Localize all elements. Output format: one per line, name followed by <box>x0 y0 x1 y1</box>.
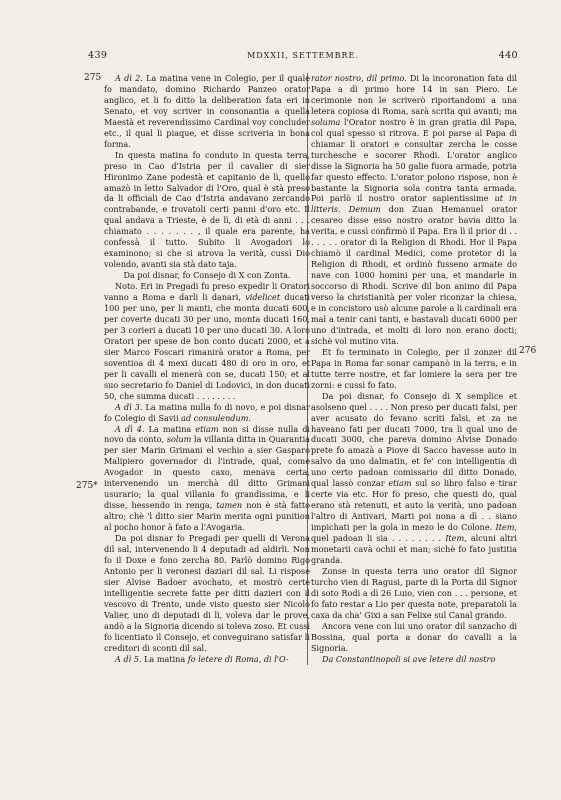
running-header <box>88 50 518 64</box>
italic-text: tamen <box>216 500 243 511</box>
margin-number-275-star: 275* <box>76 481 98 491</box>
paragraph <box>104 281 310 401</box>
paragraph-text: la villania ditta in Quarantia per sier Marin Grimani el vechio a sier Gasparo Malipiero governador di l'intrade, qual, come Avogador in questo caxo, menava certa, intervenendo un merchà dil ditto Grimani usurario; la qual villania fo grandissima, e li disse, hessendo in renga, <box>104 434 311 511</box>
date-lead: A dì 4. <box>115 423 145 434</box>
paragraph: Da poi disnar fo Pregadi per quelli di Verona dil sal, intervenendo li 4 deputadi ad aldirli. Non fo il Doxe e fono zercha 80. Parlò domino Rigo Antonio per li veronesi daziari dil sal. Li rispose sier Alvise Badoer avochato, et mostrò certe intelligentie secrete fatte per ditti dazieri con il vescovo di Trento, unde visto questo sier Nicolò Valier, uno di deputadi di lì, voleva dar le prove, andò a la Signoria dicendo si toleva zoso. Et cussì fo licentiato il Consejo, et conveguirano satisfar li creditori di sconti dil sal. <box>104 533 310 653</box>
paragraph: Et fo terminato in Colegio, per il zonzer dil Papa in Roma far sonar campanò in la terra, e in tutte terre nostre, et far lomiere la sera per tre zorni: e cussì fo fato. <box>311 346 517 390</box>
paragraph-text: La matina nulla fo di novo, e poi disnar fo Colegio di Savii <box>104 401 310 423</box>
italic-text: Item, <box>495 522 517 533</box>
paragraph: Da poi disnar, fo Consejo di X con Zonta. <box>123 270 291 281</box>
paragraph: Zonse in questa terra uno orator dil Signor turcho vien di Ragusi, parte di la Porta dil Signor di soto Rodi a dì 26 Luio, vien con . . . persone, et fo fato restar a Lio per questa note, preparatoli la caxa da cha' Gixi a san Felixe sul Canal grando. <box>311 565 517 620</box>
italic-text: Item, <box>445 533 467 544</box>
paragraph-text: quel padoan li sia . . . . . . . . <box>311 533 442 544</box>
italic-text: videlicet <box>245 292 281 303</box>
paragraph: In questa matina fo conduto in questa terra, preso in Cao d'Istria per il cavalier di sier Hironimo Zane podestà et capitanio de lì, quello amazò in letto Salvador di l'Oro, qual è stà preso da li officiali de Cao d'Istria andavano zercando contrabande, e trovatoli certi panni d'oro etc. Il qual andava a Trieste, è de lì, di età di anni . . . chiamato . . . . . . . , il quale era parente, ha confessà il tutto. Subito li Avogadori lo examinono; si che si atrova la verità, cussì Dio volendo, avanti sia stà dato taja. <box>104 149 310 270</box>
paragraph-text: La matina <box>148 423 192 434</box>
italic-text: Da Constantinopoli si ave letere dil nostro <box>322 653 496 664</box>
paragraph <box>311 73 517 347</box>
italic-text: etiam <box>195 423 219 434</box>
italic-text: soluma <box>311 116 341 127</box>
paragraph-text: sul so libro falso e tirar certe via etc. Hor fo preso, che questi do, qual erano stà retenuti, et auto la verità, uno padoan l'altro di Antivari, Marti poi nona a dì . . siano impichati per la gola in mezo le do Colone. <box>311 478 517 533</box>
margin-number-275: 275 <box>84 73 102 83</box>
paragraph <box>104 424 310 534</box>
italic-text: rator nostro, dil primo. <box>311 73 407 83</box>
page-number-left: 439 <box>88 50 108 61</box>
paragraph-text: ducati 100 per uno, per li manti, che monta ducati 600, per coverte ducati 30 per uno, monta ducati 160, per 3 corieri a ducati 10 per uno ducati 30. A loro Oratori per spese de bon conto ducati 2000, et a sier Marco Foscari rimanirà orator a Roma, per soventioa di 4 mexi ducati 480 di oro in oro, et per li cavalli el menerà con se, ducati 150; et al suo secretario fo Daniel di Lodovici, in don ducati 50, che summa ducati . . . . . . . . <box>104 292 311 401</box>
paragraph-text: don Zuan Hemanuel orator cesareo disse esso nostro orator havia ditto la verita, e cussì confirmò il Papa. Era lì il prior di . . . . . . . orator di la Religion di Rhodi. Hor il Papa chiamò il cardinal Medici, come protetor di la Religion di Rhodi, et ordinò fusseno armate do nave con 1000 homini per una, et mandarle in soccorso di Rhodi. Scrive dil bon animo dil Papa verso la christianità per voler riconzar la chiesa, e in concistoro usò alcune parole a li cardinali era mal a tenir cani tanti, e bastavali ducati 6000 per uno d'intrada, et molti di loro non erano docti; sichè vol mutino vita. <box>311 204 517 346</box>
page-number-right: 440 <box>498 50 518 61</box>
paragraph <box>104 73 310 150</box>
right-column <box>311 73 517 664</box>
paragraph <box>104 654 310 665</box>
paragraph: Ancora vene con lui uno orator dil sanzacho di Bossina, qual porta a donar do cavalli a la Signoria. <box>311 620 517 653</box>
left-column <box>104 73 310 664</box>
italic-text: ut in litteris. Demum <box>311 193 517 215</box>
italic-text: solum <box>166 434 192 445</box>
paragraph-text: La matina vene in Colegio, per il quale fo mandato, domino Richardo Panzeo orator anglico, et li fo ditto la deliberation fata eri in Senato, et voy scriver in consonantia a quella Maestà et reverendissimo Cardinal voy concluder etc., il qual li piaque, et disse scriveria in bona forma. <box>104 73 311 149</box>
paragraph-text: Noto. Eri in Pregadi fu preso expedir li Oratori vanno a Roma e darli li danari, <box>104 281 310 303</box>
date-lead: A dì 3. <box>115 401 143 412</box>
italic-text: etiam <box>388 478 412 489</box>
paragraph <box>311 654 517 665</box>
date-lead: A dì 5. <box>115 653 142 664</box>
paragraph <box>311 391 517 566</box>
running-title: MDXXII, SETTEMBRE. <box>247 51 359 60</box>
paragraph-text: non è stà fatto altro; chè 'l ditto sier Marin merita ogni punition al pocho honor à fato a l'Avogaria. <box>104 500 311 533</box>
margin-number-276: 276 <box>519 346 537 356</box>
italic-text: fo letere di Roma, di l'O- <box>187 653 289 664</box>
paragraph <box>104 402 310 424</box>
paragraph-text: l'Orator nostro è in gran gratia dil Papa, col qual spesso si ritrova. E poi parse al Papa di chiamar li oratori e consultar zercha le cosse turchesche e socorer Rhodi. L'orator anglico disse la Signoria ha 50 galie fuora armade, potria far questo effecto. L'orator polono rispose, non è bastante la Signoria sola contra tanta armada. Poi parlò il nostro orator sapientissime <box>311 116 517 204</box>
paragraph-text: Di la incoronation fata dil Papa a dì primo hore 14 in san Piero. Le cerimonie non le scriverò riportandomi a una letera copiosa di Roma, sarà scrita qui avanti; ma <box>311 73 517 116</box>
paragraph-text: alcuni altri monetarii cavà ochii et man; sichè fo fato justitia granda. <box>311 533 517 565</box>
italic-text: ad consulendum. <box>181 412 251 423</box>
paragraph-text: non si disse nulla di novo da conto, <box>104 423 311 445</box>
paragraph-text: La matina <box>144 653 186 664</box>
date-lead: A dì 2. <box>115 73 143 83</box>
paragraph-text: Da poi disnar, fo Consejo di X semplice et asolseno quel . . . . Non preso per ducati falsi, per aver acusato do fevano scriti falsi, et za ne haveano fati per ducati 7000, tra li qual uno de ducati 3000, che pareva domino Alvise Donado prete fo amazà a Piove di Sacco havesse auto in salvo da uno dalmatin, et fe' con intelligentia di uno certo padoan comissario dil ditto Donado, qual lassò conzar <box>311 390 517 489</box>
